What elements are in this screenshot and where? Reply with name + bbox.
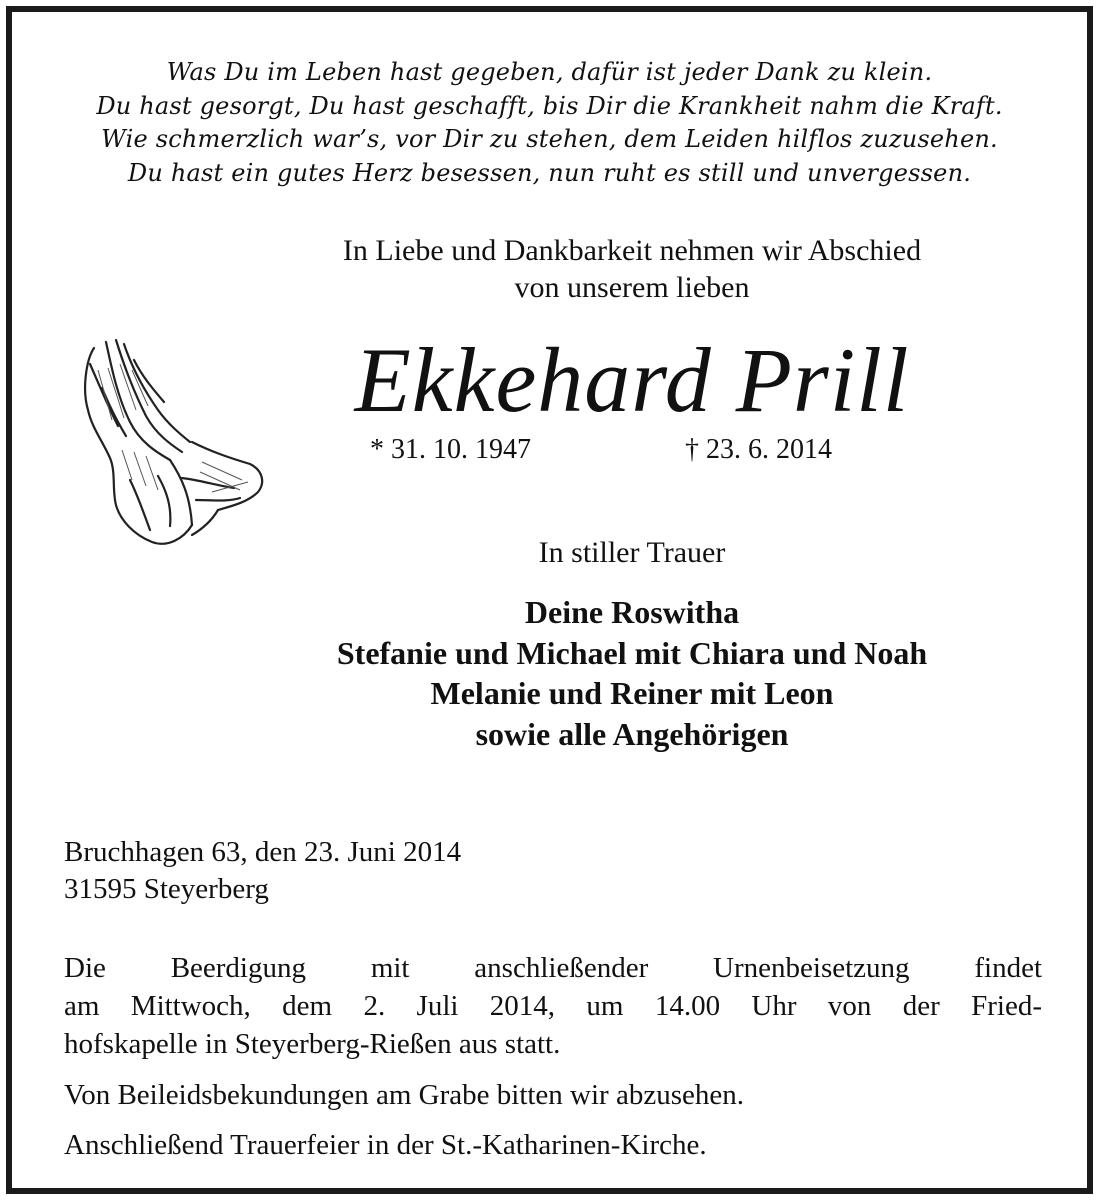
praying-hands-icon (72, 330, 272, 550)
condolence-note: Von Beileidsbekundungen am Grabe bitten wir abzusehen. (64, 1079, 744, 1111)
death-date: † 23. 6. 2014 (685, 434, 832, 465)
address-line: 31595 Steyerberg (64, 873, 269, 905)
funeral-details (64, 949, 1042, 1063)
mourning-line: In stiller Trauer (538, 536, 726, 569)
poem-line: Du hast ein gutes Herz besessen, nun ruht es still und unvergessen. (127, 158, 972, 187)
intro-line: von unserem lieben (514, 271, 750, 304)
deceased-name: Ekkehard Prill (354, 329, 910, 431)
funeral-line: hofskapelle in Steyerberg-Rießen aus statt. (64, 1028, 561, 1060)
funeral-line: am Mittwoch, dem 2. Juli 2014, um 14.00 Uhr von der Fried- (64, 990, 1042, 1022)
address-block (64, 834, 461, 908)
family-list (212, 592, 1052, 754)
birth-date: * 31. 10. 1947 (370, 434, 531, 465)
funeral-line: Die Beerdigung mit anschließender Urnenbeisetzung findet (64, 952, 1042, 984)
farewell-intro (232, 232, 1032, 306)
memorial-poem (12, 56, 1087, 190)
family-line: Stefanie und Michael mit Chiara und Noah (336, 634, 928, 671)
poem-line: Wie schmerzlich war’s, vor Dir zu stehen, dem Leiden hilflos zuzusehen. (101, 125, 998, 153)
family-line: Melanie und Reiner mit Leon (430, 675, 834, 711)
intro-line: In Liebe und Dankbarkeit nehmen wir Abschied (342, 234, 922, 267)
address-line: Bruchhagen 63, den 23. Juni 2014 (64, 836, 462, 868)
family-line: sowie alle Angehörigen (475, 715, 789, 752)
family-line: Deine Roswitha (524, 594, 740, 630)
poem-line: Du hast gesorgt, Du hast geschafft, bis Dir die Krankheit nahm die Kraft. (96, 91, 1003, 120)
service-note: Anschließend Trauerfeier in der St.-Katharinen-Kirche. (64, 1129, 707, 1161)
poem-line: Was Du im Leben hast gegeben, dafür ist jeder Dank zu klein. (166, 58, 933, 86)
obituary-notice (6, 6, 1093, 1194)
